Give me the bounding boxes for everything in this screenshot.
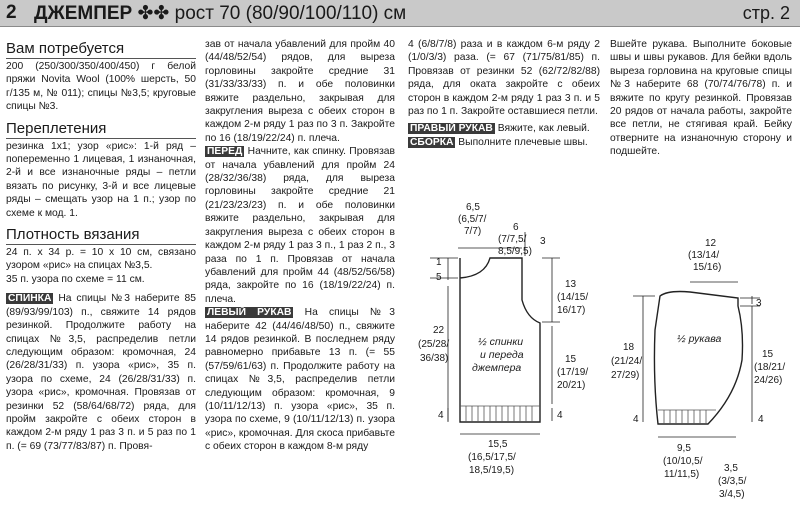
body-ribbing <box>460 406 540 422</box>
right-sleeve-label: ПРАВЫЙ РУКАВ <box>410 123 493 135</box>
body-top-right-measure: 6 <box>513 222 519 233</box>
assembly-label: СБОРКА <box>410 136 454 148</box>
body-neck-measure-5: 5 <box>436 272 442 283</box>
sleeve-side-measure: 15 <box>762 349 774 360</box>
sleeve-length-measure-3: 27/29) <box>611 370 640 381</box>
body-armhole-measure-2: (14/15/ <box>557 292 589 303</box>
back-text: На спицы №3 наберите 85 (89/93/99/103) п., свяжите 14 рядов резинкой. Продолжите работу на спицах №3,5, распределив петли следующим образом: кромочная, 24 (26/28/31/33) п. узора «рис», 35 п. узора по схеме, 24 (26/28/31/33) п. узора «рис», кромочная. Провязав от резинки 52 (58/64/68/72) ряда, для пройм закройте с обеих сторон в каждом 2-м ряду 1 раз 3 п. и 5 раз по 1 п. (= 69 (73/77/83/87) п. Провя- <box>6 293 196 452</box>
left-sleeve-text: На спицы №3 наберите 42 (44/46/48/50) п., свяжите 14 рядов резинкой. В последнем ряду равномерно прибавьте 13 п. (= 55 (57/59/61/63) п. Продолжите работу на спицах №3,5, распределив петли следующим образом: кромочная, 9 (10/11/12/13) п. узора «рис», 35 п. узора по схеме, 9 (10/11/12/13) п. узора «рис», кромочная. Для скоса прибавьте с обеих сторон в каждом 8-м ряду <box>205 307 396 453</box>
body-height-measure: 22 <box>433 325 445 336</box>
body-height-measure-2: (25/28/ <box>418 339 450 350</box>
body-piece-label-2: и переда <box>480 349 524 361</box>
sleeve-offset-measure: 3,5 <box>724 463 738 474</box>
patterns-heading: Переплетения <box>6 120 196 139</box>
sleeve-rib-left-measure: 4 <box>633 414 639 425</box>
right-sleeve-text: Вяжите, как левый. <box>494 123 590 135</box>
materials-heading: Вам потребуется <box>6 40 196 59</box>
body-width-measure: 15,5 <box>488 439 508 450</box>
sleeve-cuff-measure-3: 11/11,5) <box>664 469 700 480</box>
body-armhole-measure: 13 <box>565 279 577 290</box>
front-label: ПЕРЕД <box>207 146 243 158</box>
sleeve-ribbing <box>658 410 716 424</box>
sleeve-cuff-measure-2: (10/10,5/ <box>663 456 703 467</box>
sleeve-schematic <box>611 238 785 500</box>
patterns-text: резинка 1х1; узор «рис»: 1-й ряд – попеременно 1 лицевая, 1 изнаночная, 2-й и все изнаночные ряды – петли вязать по рисунку, 3-й и все лицевые ряды – смещать узор на 1 п.; узор по схеме к мод. 1. <box>6 140 196 219</box>
body-neck-measure-1: 1 <box>436 257 442 268</box>
assembly-text: Выполните плечевые швы. <box>455 136 588 148</box>
body-width-measure-2: (16,5/17,5/ <box>468 452 516 463</box>
page-number: стр. 2 <box>742 3 790 23</box>
body-piece-label-1: ½ спинки <box>478 336 524 348</box>
sleeve-offset-measure-2: (3/3,5/ <box>718 476 747 487</box>
sleeve-continued-text: 4 (6/8/7/8) раза и в каждом 6-м ряду 2 (1/0/3/3) раза. (= 67 (71/75/81/85) п. Провязав от резинки 52 (62/72/82/88) ряда, для оката закройте с обеих сторон в каждом 2-м ряду 1 раз 3 п. и 5 раз по 1 п. Закройте оставшиеся петли. <box>408 39 600 118</box>
page-section-number: 2 <box>6 2 17 23</box>
sleeve-length-measure-2: (21/24/ <box>611 356 643 367</box>
sleeve-piece-outline <box>654 292 742 425</box>
sleeve-length-measure: 18 <box>623 342 635 353</box>
body-shoulder-measure: 3 <box>540 236 546 247</box>
body-height-measure-3: 36/38) <box>420 353 449 364</box>
density-text-2: 35 п. узора по схеме = 11 см. <box>6 273 145 285</box>
materials-text: 200 (250/300/350/400/450) г белой пряжи Novita Wool (100% шерсть, 50 г/135 м, № 011); спицы №3,5; круговые спицы №3. <box>6 61 196 113</box>
body-top-left-measure-2: (6,5/7/ <box>458 214 487 225</box>
sleeve-offset-measure-3: 3/4,5) <box>719 489 745 500</box>
back-continued-text: зав от начала убавлений для пройм 40 (44/48/52/54) рядов, для выреза горловины закройте средние 31 (31/33/33/33) п. и обе половинки вяжите раздельно, закрывая для закругления выреза с обеих сторон в каждом 2-м ряду 1 раз по 3 п. Закройте по 16 (18/19/22/24) п. плеча. <box>205 39 395 144</box>
left-sleeve-label: ЛЕВЫЙ РУКАВ <box>207 307 292 319</box>
sleeve-top-measure: 12 <box>705 238 717 249</box>
sleeve-cuff-measure: 9,5 <box>677 443 691 454</box>
body-armhole-measure-3: 16/17) <box>557 305 586 316</box>
sleeve-side-measure-2: (18/21/ <box>754 362 786 373</box>
title-size: рост 70 (80/90/100/110) см <box>174 3 407 24</box>
body-top-right-measure-2: (7/7,5/ <box>498 234 527 245</box>
body-top-right-measure-3: 8,5/9,5) <box>498 246 532 257</box>
density-heading: Плотность вязания <box>6 226 196 245</box>
front-text: Начните, как спинку. Провязав от начала убавлений для пройм 24 (28/32/36/38) ряда, для выреза горловины закройте средние 21 (21/23/23/23) п. и обе половинки вяжите раздельно, закрывая для закругления выреза с обеих сторон в каждом 2-м ряду 1 раз 3 п., 1 раз 2 п., 3 раза по 1 п. Провязав от начала убавлений для пройм 44 (48/52/56/58) ряда, закройте по 16 (18/19/22/24) п. плеча. <box>205 146 395 305</box>
sleeve-piece-label: ½ рукава <box>677 333 722 345</box>
body-side-measure: 15 <box>565 354 577 365</box>
sleeve-side-measure-3: 24/26) <box>754 375 783 386</box>
density-text-1: 24 п. х 34 р. = 10 х 10 см, связано узором «рис» на спицах №3,5. <box>6 247 196 272</box>
title-ornament: ✤✤ <box>137 3 170 24</box>
sleeve-rib-right-measure: 4 <box>758 414 764 425</box>
body-piece-label-3: джемпера <box>472 362 522 374</box>
body-rib-left-measure: 4 <box>438 410 444 421</box>
body-side-measure-3: 20/21) <box>557 380 586 391</box>
body-top-left-measure: 6,5 <box>466 202 480 213</box>
body-side-measure-2: (17/19/ <box>557 367 589 378</box>
title-main: ДЖЕМПЕР <box>34 3 133 24</box>
body-width-measure-3: 18,5/19,5) <box>469 465 515 476</box>
body-top-left-measure-3: 7/7) <box>464 226 482 237</box>
assembly-continued-text: Вшейте рукава. Выполните боковые швы и швы рукавов. Для бейки вдоль выреза горловина на круговые спицы №3 наберите 68 (70/74/76/78) п. и вяжите по кругу резинкой. Провязав 20 рядов от начала работы, закройте все петли, не стягивая край. Бейку отверните на изнаночную сторону и подшейте. <box>610 39 792 158</box>
sleeve-cap-measure: 3 <box>756 298 762 309</box>
sleeve-top-measure-2: (13/14/ <box>688 250 720 261</box>
body-rib-right-measure: 4 <box>557 410 563 421</box>
back-label: СПИНКА <box>8 293 52 305</box>
sleeve-top-measure-3: 15/16) <box>693 262 722 273</box>
